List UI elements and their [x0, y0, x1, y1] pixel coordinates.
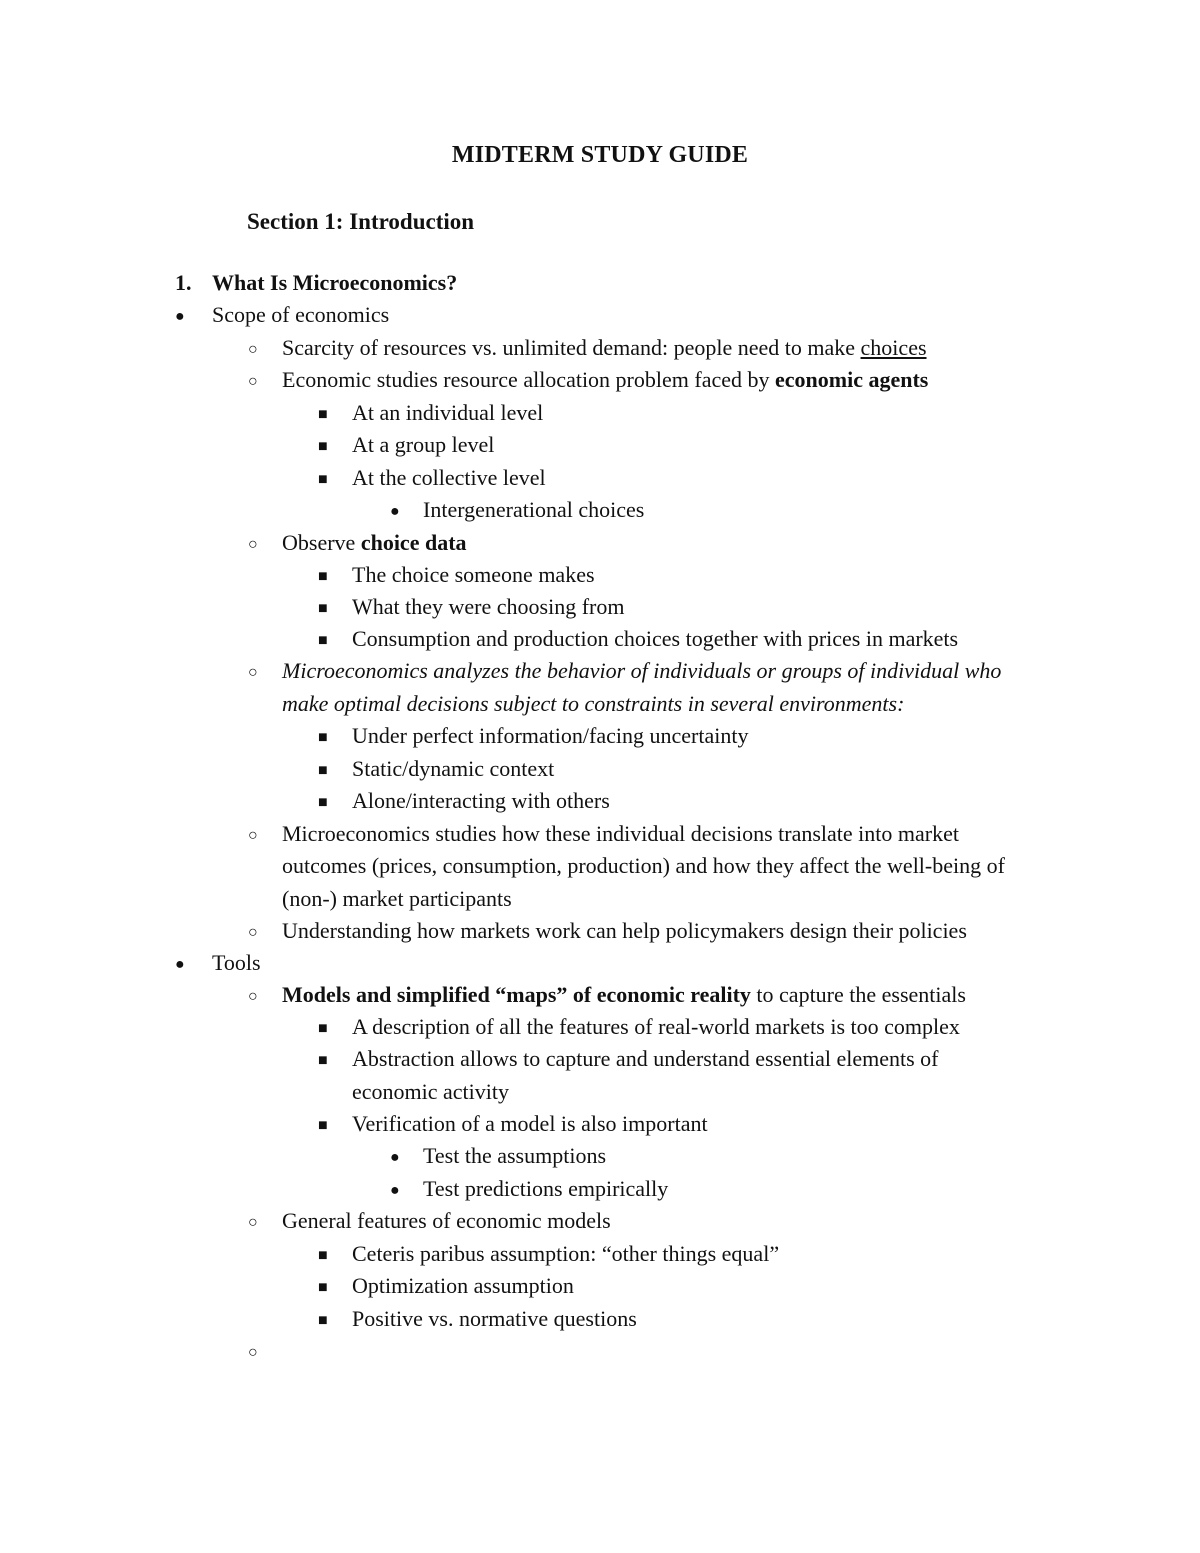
list-item: Scope of economics	[212, 302, 390, 327]
list-item: Ceteris paribus assumption: “other things equal”	[352, 1241, 780, 1266]
bullet-square-icon: ■	[318, 406, 328, 423]
list-item: Microeconomics studies how these individual decisions translate into market	[282, 821, 959, 846]
list-item: Microeconomics analyzes the behavior of individuals or groups of individual who	[282, 658, 1002, 683]
bullet-square-icon: ■	[318, 1117, 328, 1134]
list-item: At the collective level	[352, 465, 546, 490]
list-item-continuation: make optimal decisions subject to constraints in several environments:	[282, 691, 905, 716]
bullet-square-icon: ■	[318, 1279, 328, 1296]
list-item-continuation: outcomes (prices, consumption, production) and how they affect the well-being of	[282, 853, 1005, 878]
list-item: What they were choosing from	[352, 594, 625, 619]
list-item: At a group level	[352, 432, 495, 457]
list-item: A description of all the features of real-world markets is too complex	[352, 1014, 960, 1039]
list-item-text: Observe	[282, 530, 361, 555]
list-item: Consumption and production choices together with prices in markets	[352, 626, 959, 651]
list-item: Alone/interacting with others	[352, 788, 610, 813]
bullet-square-icon: ■	[318, 794, 328, 811]
list-item: The choice someone makes	[352, 562, 595, 587]
list-item-text: Scarcity of resources vs. unlimited demand: people need to make	[282, 335, 861, 360]
bullet-circle-icon: ○	[248, 1344, 258, 1361]
bullet-circle-icon: ○	[248, 1214, 258, 1231]
list-item: Under perfect information/facing uncertainty	[352, 723, 749, 748]
bullet-square-icon: ■	[318, 729, 328, 746]
bullet-square-icon: ■	[318, 568, 328, 585]
list-item-text: to capture the essentials	[750, 982, 966, 1007]
bullet-circle-icon: ○	[248, 988, 258, 1005]
bullet-circle-icon: ○	[248, 341, 258, 358]
bullet-square-icon: ■	[318, 600, 328, 617]
bullet-disc-icon: ●	[175, 308, 185, 325]
bullet-square-icon: ■	[318, 1020, 328, 1037]
list-item-continuation: economic activity	[352, 1079, 509, 1104]
list-item: Static/dynamic context	[352, 756, 555, 781]
list-item-continuation: (non-) market participants	[282, 886, 512, 911]
bullet-circle-icon: ○	[248, 536, 258, 553]
question-title: What Is Microeconomics?	[212, 270, 458, 295]
bullet-disc-icon: ●	[390, 1182, 400, 1199]
list-item: Intergenerational choices	[423, 497, 645, 522]
choices-underlined-text: choices	[860, 335, 927, 360]
list-item: Test the assumptions	[423, 1143, 607, 1168]
list-item: Test predictions empirically	[423, 1176, 669, 1201]
bullet-square-icon: ■	[318, 471, 328, 488]
list-item: Optimization assumption	[352, 1273, 574, 1298]
list-item: General features of economic models	[282, 1208, 611, 1233]
bullet-circle-icon: ○	[248, 924, 258, 941]
list-item-text: Economic studies resource allocation problem faced by	[282, 367, 775, 392]
list-item	[282, 332, 927, 365]
list-item: Verification of a model is also important	[352, 1111, 708, 1136]
list-item: At an individual level	[352, 400, 544, 425]
bullet-circle-icon: ○	[248, 827, 258, 844]
list-item	[282, 527, 467, 560]
question-number: 1.	[175, 270, 192, 295]
bullet-square-icon: ■	[318, 438, 328, 455]
bullet-square-icon: ■	[318, 762, 328, 779]
bullet-disc-icon: ●	[390, 503, 400, 520]
bullet-square-icon: ■	[318, 632, 328, 649]
list-item	[282, 364, 928, 397]
list-item: Abstraction allows to capture and understand essential elements of	[352, 1046, 939, 1071]
list-item: Tools	[212, 950, 261, 975]
bullet-disc-icon: ●	[390, 1149, 400, 1166]
bullet-disc-icon: ●	[175, 956, 185, 973]
list-item-bold-text: choice data	[360, 530, 467, 555]
list-item: Positive vs. normative questions	[352, 1306, 637, 1331]
bullet-square-icon: ■	[318, 1312, 328, 1329]
section-heading: Section 1: Introduction	[247, 209, 475, 234]
list-item	[282, 979, 966, 1012]
list-item: Understanding how markets work can help policymakers design their policies	[282, 918, 967, 943]
document-title: MIDTERM STUDY GUIDE	[451, 142, 749, 168]
bullet-square-icon: ■	[318, 1052, 328, 1069]
bullet-circle-icon: ○	[248, 664, 258, 681]
list-item-bold-text: economic agents	[775, 367, 929, 392]
list-item-bold-text: Models and simplified “maps” of economic reality	[282, 982, 751, 1007]
bullet-circle-icon: ○	[248, 373, 258, 390]
bullet-square-icon: ■	[318, 1247, 328, 1264]
